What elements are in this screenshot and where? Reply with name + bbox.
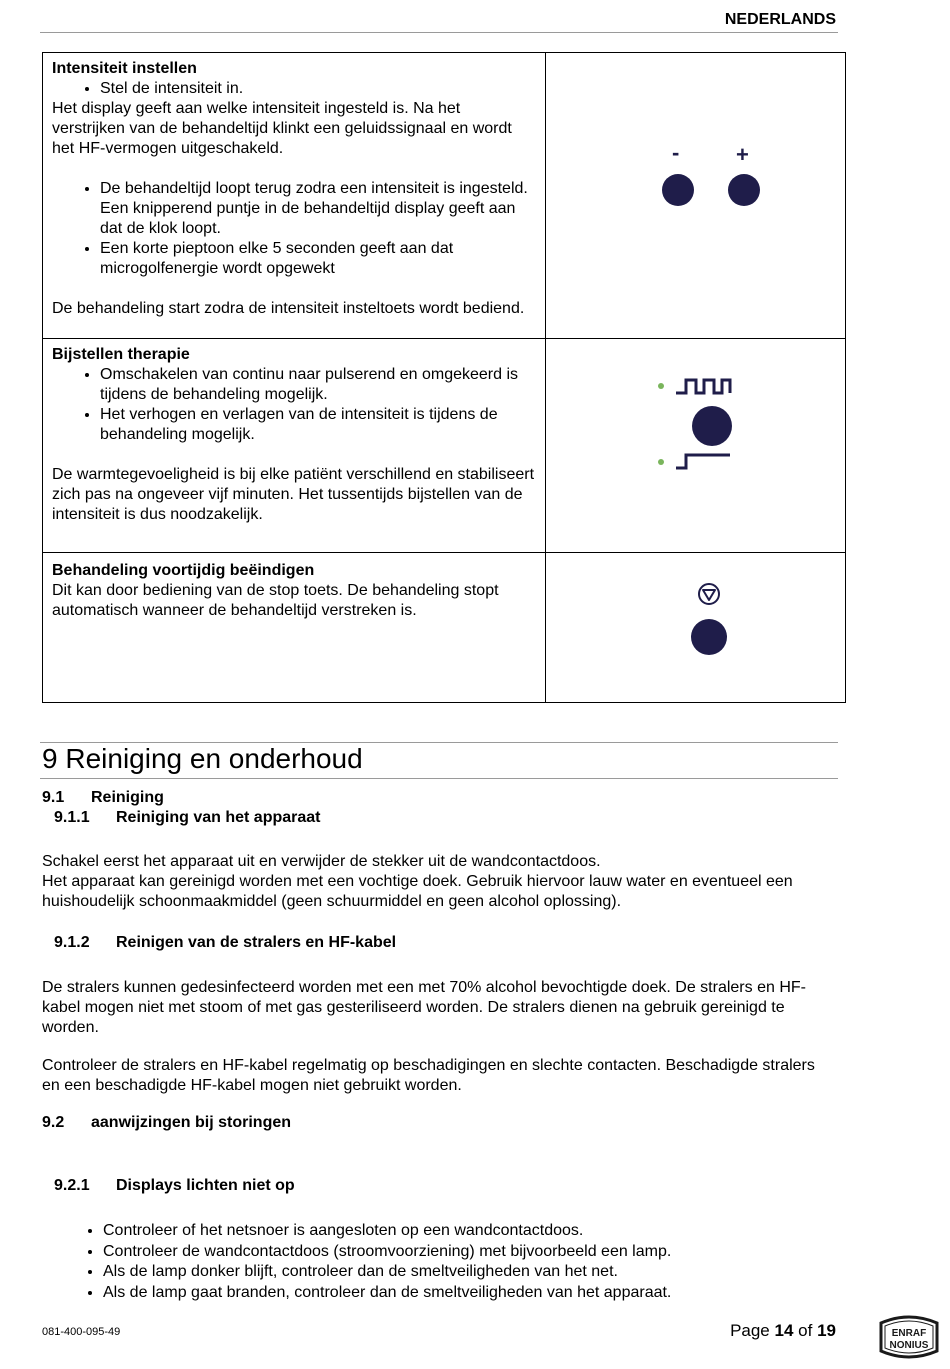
language-label: NEDERLANDS — [724, 11, 836, 28]
minus-sign: - — [672, 140, 680, 165]
row-title: Bijstellen therapie — [52, 346, 190, 363]
instructions-table — [42, 52, 846, 703]
page-word: Page — [730, 1321, 770, 1340]
list-item: • Als de lamp donker blijft, controleer dan de smeltveiligheden van het net. — [103, 1262, 863, 1283]
section-rule-bottom — [40, 778, 838, 779]
heading-9-1 — [42, 789, 164, 807]
paragraph: De warmtegevoeligheid is bij elke patiënt verschillend en stabiliseert zich pas na ongeveer vijf minuten. Het tussentijds bijstellen van de intensiteit is dus noodzakelijk. — [52, 466, 535, 523]
troubleshooting-list — [42, 1221, 863, 1303]
table-cell-text — [43, 553, 546, 703]
page-number — [730, 1321, 836, 1341]
paragraph: Controleer de stralers en HF-kabel regelmatig op beschadigingen en slechte contacten. Beschadigde stralers en een beschadigde HF-kabel mogen niet gebruikt worden. — [42, 1057, 815, 1094]
list-item: • Een korte pieptoon elke 5 seconden geeft aan dat microgolfenergie wordt opgewekt — [100, 239, 536, 279]
table-row — [43, 553, 846, 703]
row-title: Behandeling voortijdig beëindigen — [52, 562, 315, 579]
heading-9-2 — [42, 1114, 291, 1132]
continuous-indicator-led — [658, 459, 664, 465]
plus-sign: + — [736, 142, 749, 167]
heading-text: Reiniging van het apparaat — [116, 809, 321, 826]
table-row — [43, 339, 846, 553]
heading-number: 9.2.1 — [54, 1177, 90, 1194]
logo-line2: NONIUS — [889, 1340, 929, 1351]
bullet-list — [52, 179, 536, 279]
heading-9-2-1 — [54, 1177, 295, 1195]
list-item: • Stel de intensiteit in. — [100, 79, 536, 99]
heading-text: Reinigen van de stralers en HF-kabel — [116, 934, 397, 951]
list-item: • Controleer of het netsnoer is aangesloten op een wandcontactdoos. — [103, 1221, 863, 1242]
pulse-indicator-led — [658, 383, 664, 389]
list-item: • Als de lamp gaat branden, controleer dan de smeltveiligheden van het apparaat. — [103, 1283, 863, 1304]
pulse-continuous-toggle-icon — [546, 339, 846, 553]
heading-number: 9.1.2 — [54, 934, 90, 951]
list-item — [100, 405, 536, 445]
paragraph: Schakel eerst het apparaat uit en verwijder de stekker uit de wandcontactdoos. — [42, 853, 601, 870]
page-current: 14 — [774, 1321, 794, 1340]
paragraph: De stralers kunnen gedesinfecteerd worden met een met 70% alcohol bevochtigde doek. De stralers en HF-kabel mogen niet met stoom of met gas gesteriliseerd worden. De stralers dienen na gebruik gereinigd te worden. — [42, 979, 806, 1036]
intensity-buttons-icon — [546, 53, 846, 339]
list-item-text: Het verhogen en verlagen van de intensiteit is tijdens de behandeling mogelijk. — [100, 406, 498, 443]
increase-button-icon — [728, 174, 760, 206]
mode-toggle-button-icon — [692, 406, 732, 446]
list-item: • Controleer de wandcontactdoos (stroomvoorziening) met bijvoorbeeld een lamp. — [103, 1242, 863, 1263]
heading-text: Displays lichten niet op — [116, 1177, 295, 1194]
decrease-button-icon — [662, 174, 694, 206]
list-item — [100, 365, 536, 405]
page-of: of — [798, 1321, 813, 1340]
stop-button-icon — [546, 553, 846, 703]
section-title: 9 Reiniging en onderhoud — [42, 743, 363, 774]
page-total: 19 — [817, 1321, 836, 1340]
table-cell-text — [43, 339, 546, 553]
document-code: 081-400-095-49 — [42, 1326, 121, 1338]
heading-number: 9.1.1 — [54, 809, 90, 826]
stop-button-circle-icon — [691, 619, 727, 655]
bullet-list — [52, 79, 536, 99]
enraf-nonius-logo — [878, 1313, 940, 1361]
heading-9-1-2 — [54, 934, 396, 952]
paragraph: Het apparaat kan gereinigd worden met een vochtige doek. Gebruik hiervoor lauw water en eventueel een huishoudelijk schoonmaakmiddel (geen schuurmiddel en geen alcohol oplossing). — [42, 873, 793, 910]
table-cell-text — [43, 53, 546, 339]
paragraph: Het display geeft aan welke intensiteit ingesteld is. Na het verstrijken van de behandeltijd klinkt een geluidssignaal en wordt het HF-vermogen uitgeschakeld. — [52, 100, 512, 157]
list-item: • De behandeltijd loopt terug zodra een intensiteit is ingesteld. Een knipperend puntje in de behandeltijd display geeft aan dat de klok loopt. — [100, 179, 536, 239]
heading-9-1-1 — [54, 809, 320, 827]
heading-number: 9.1 — [42, 789, 65, 806]
paragraph: De behandeling start zodra de intensiteit insteltoets wordt bediend. — [52, 300, 525, 317]
row-title: Intensiteit instellen — [52, 60, 197, 77]
header-rule — [40, 32, 838, 33]
paragraph: Dit kan door bediening van de stop toets. De behandeling stopt automatisch wanneer de behandeltijd verstreken is. — [52, 582, 499, 619]
list-item-text: Omschakelen van continu naar pulserend en omgekeerd is tijdens de behandeling mogelijk. — [100, 366, 519, 403]
heading-number: 9.2 — [42, 1114, 65, 1131]
heading-text: Reiniging — [91, 789, 164, 806]
stop-symbol-icon — [696, 581, 722, 607]
logo-line1: ENRAF — [891, 1328, 927, 1339]
heading-text: aanwijzingen bij storingen — [91, 1114, 292, 1131]
table-row — [43, 53, 846, 339]
continuous-mode-icon — [674, 452, 732, 470]
bullet-list — [52, 365, 536, 445]
pulse-mode-icon — [674, 377, 732, 395]
